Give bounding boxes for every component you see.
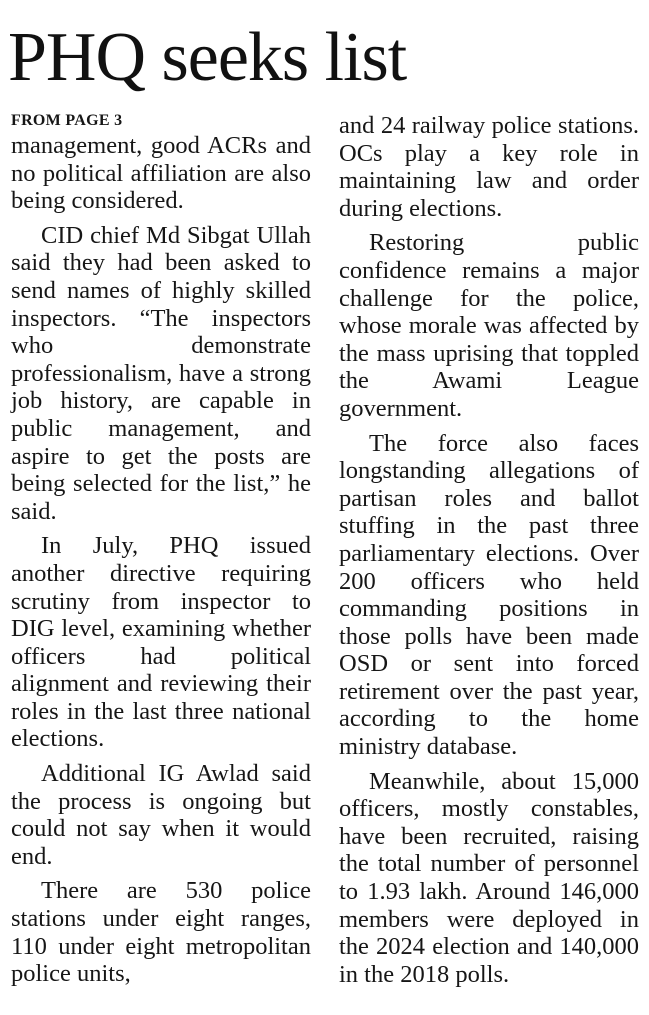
article-paragraph: management, good ACRs and no political affiliation are also being considered. bbox=[11, 132, 311, 215]
headline: PHQ seeks list bbox=[8, 19, 407, 96]
article-paragraph: In July, PHQ issued another directive requiring scrutiny from inspector to DIG level, examining whether officers had political alignment and reviewing their roles in the last three national elections. bbox=[11, 532, 311, 753]
article-paragraph: CID chief Md Sibgat Ullah said they had been asked to send names of highly skilled inspectors. “The inspectors who demonstrate professionalism, have a strong job history, are capable in public management, and aspire to get the posts are being selected for the list,” he said. bbox=[11, 221, 311, 525]
article-paragraph: Meanwhile, about 15,000 officers, mostly constables, have been recruited, raising the total number of personnel to 1.93 lakh. Around 146,000 members were deployed in the 2024 election and 140,000 in the 2018 polls. bbox=[339, 767, 639, 988]
article-paragraph: There are 530 police stations under eight ranges, 110 under eight metropolitan police units, bbox=[11, 877, 311, 988]
article-column-right bbox=[339, 112, 639, 995]
article-paragraph: and 24 railway police stations. OCs play a key role in maintaining law and order during elections. bbox=[339, 112, 639, 222]
continuation-kicker: FROM PAGE 3 bbox=[11, 112, 123, 129]
article-paragraph: Additional IG Awlad said the process is ongoing but could not say when it would end. bbox=[11, 760, 311, 870]
article-column-left bbox=[11, 110, 311, 995]
article-paragraph: Restoring public confidence remains a major challenge for the police, whose morale was affected by the mass uprising that toppled the Awami League government. bbox=[339, 229, 639, 422]
article-paragraph: The force also faces longstanding allegations of partisan roles and ballot stuffing in the past three parliamentary elections. Over 200 officers who held commanding positions in those polls have been made OSD or sent into forced retirement over the past year, according to the home ministry database. bbox=[339, 429, 639, 761]
